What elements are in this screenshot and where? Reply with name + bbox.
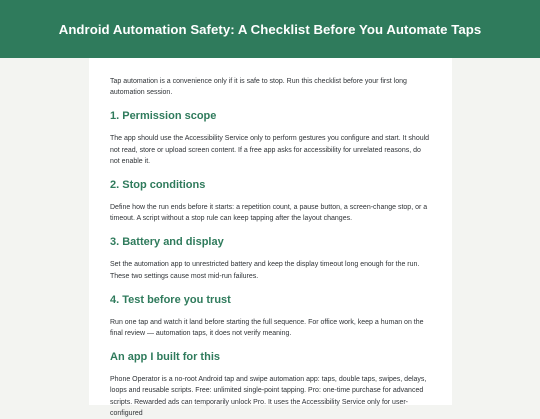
section-heading-battery-display: 3. Battery and display (110, 236, 224, 249)
article-content (110, 76, 430, 419)
section-heading-test-before-trust: 4. Test before you trust (110, 293, 231, 306)
section-body-test-before-trust: Run one tap and watch it land before starting the full sequence. For office work, keep a human on the final review — automation taps, it does not verify meaning. (110, 318, 424, 338)
section-body-permission-scope: The app should use the Accessibility Service only to perform gestures you configure and start. It should not read, store or upload screen content. If a free app asks for accessibility for unrelated reasons, do not enable it. (110, 135, 430, 165)
intro-paragraph: Tap automation is a convenience only if it is safe to stop. Run this checklist before your first long automation session. (110, 78, 407, 97)
section-heading-app-built: An app I built for this (110, 351, 220, 364)
section-heading-stop-conditions: 2. Stop conditions (110, 179, 206, 192)
section-body-app-built: Phone Operator is a no-root Android tap and swipe automation app: taps, double taps, swipes, delays, loops and reusable scripts. Free: unlimited single-point tapping. Pro: one-time purchase for advanced scripts. Rewarded ads can temporarily unlock Pro. It uses the Accessibility Service only for user-configured (110, 376, 427, 417)
section-body-stop-conditions: Define how the run ends before it starts: a repetition count, a pause button, a screen-change stop, or a timeout. A script without a stop rule can keep tapping after the layout changes. (110, 204, 428, 223)
page-header (0, 0, 540, 58)
section-body-battery-display: Set the automation app to unrestricted battery and keep the display timeout long enough for the run. These two settings cause most mid-run failures. (110, 261, 420, 280)
page-title: Android Automation Safety: A Checklist Before You Automate Taps (58, 21, 482, 37)
section-heading-permission-scope: 1. Permission scope (110, 110, 217, 123)
article-card (89, 58, 452, 417)
